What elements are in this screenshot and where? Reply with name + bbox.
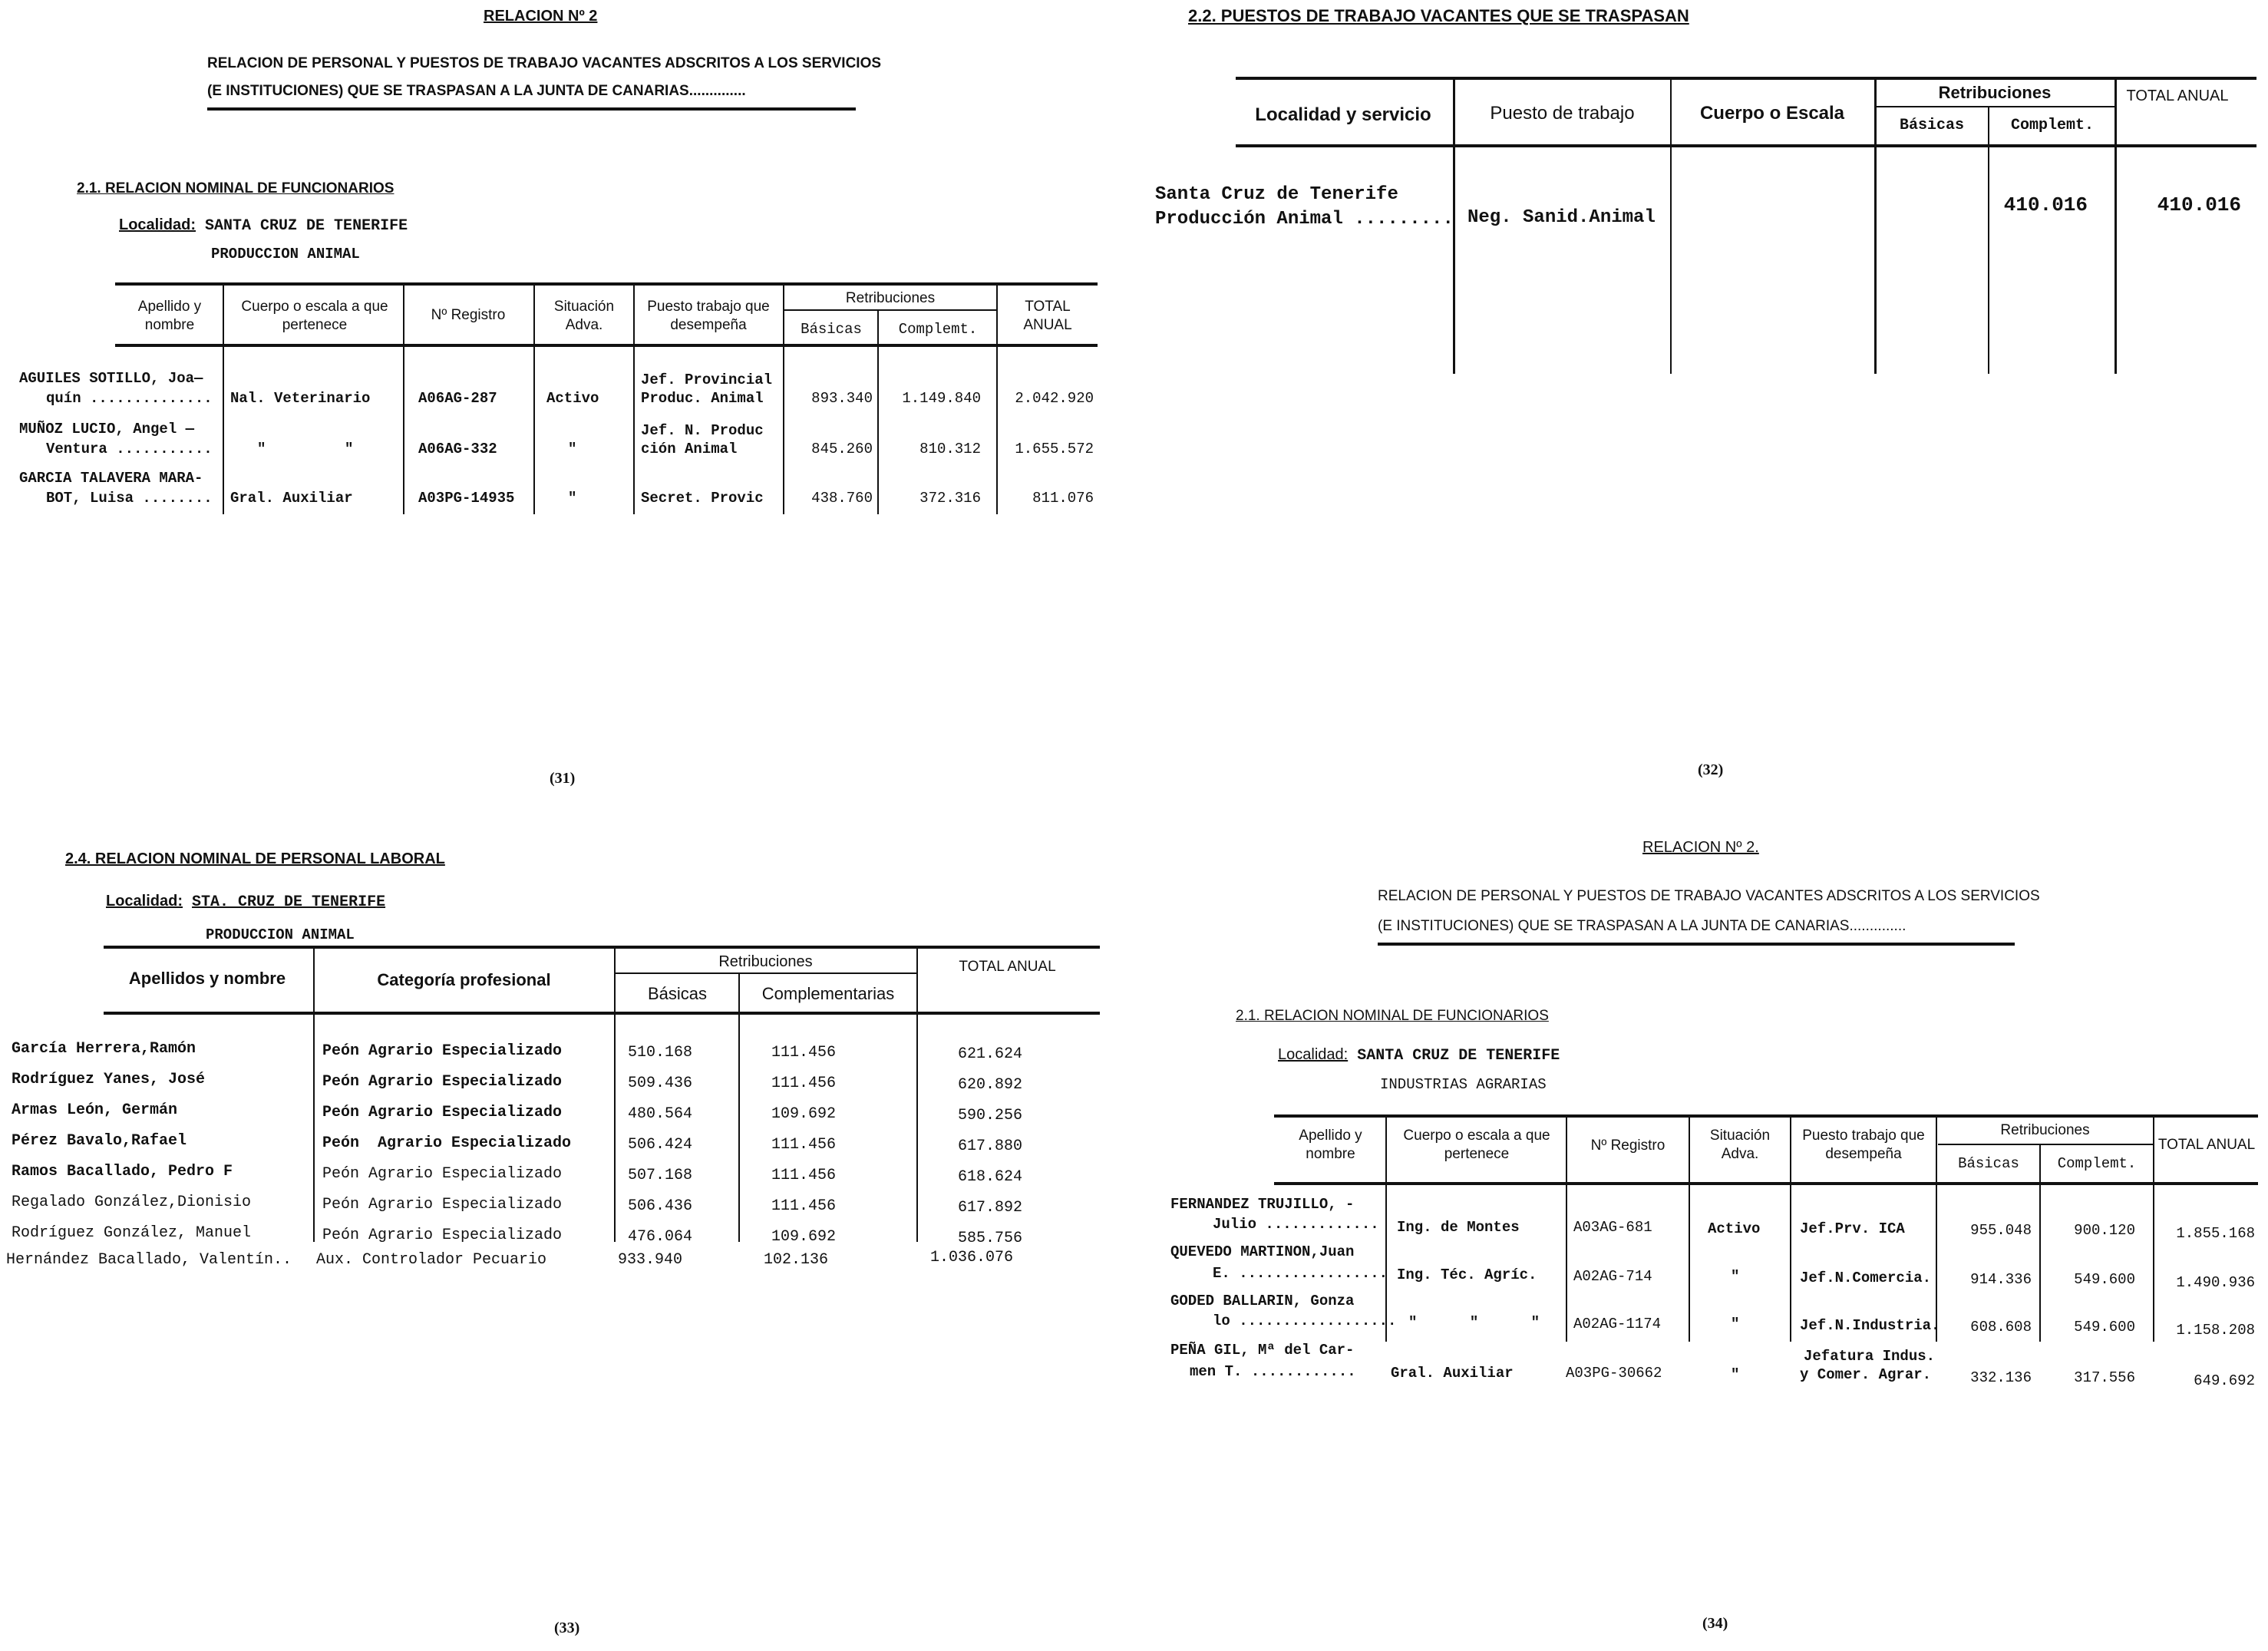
servicio-label: PRODUCCION ANIMAL — [211, 246, 360, 263]
header-basicas: Básicas — [1958, 1155, 2019, 1172]
header-complem: Complemt. — [898, 321, 978, 338]
table-header-rule — [1274, 1182, 2258, 1185]
row-complem: 109.692 — [771, 1228, 837, 1246]
retrib-rule — [1875, 106, 2114, 107]
header-retribuciones: Retribuciones — [718, 953, 813, 970]
col-divider — [2039, 1145, 2041, 1342]
row-complem: 1.149.840 — [902, 390, 981, 407]
localidad-value: SANTA CRUZ DE TENERIFE — [205, 217, 408, 235]
header-situacion: Situación Adva. — [553, 299, 615, 333]
header-puesto: Puesto de trabajo — [1490, 103, 1635, 124]
row-basicas: 914.336 — [1970, 1271, 2032, 1288]
row-nombre: Ventura ........... — [46, 441, 213, 457]
relacion-title-line1: RELACION DE PERSONAL Y PUESTOS DE TRABAJO VACANTES ADSCRITOS A LOS SERVICIOS — [1378, 888, 2040, 904]
section-title: 2.1. RELACION NOMINAL DE FUNCIONARIOS — [77, 180, 395, 196]
relacion-heading: RELACION Nº 2. — [1642, 839, 1759, 856]
row-puesto: ción Animal — [641, 441, 738, 457]
row-categoria: Peón Agrario Especializado — [322, 1073, 563, 1091]
row-total: 1.036.076 — [930, 1249, 1014, 1266]
header-categoria: Categoría profesional — [377, 970, 551, 989]
row-complem: 549.600 — [2074, 1271, 2135, 1288]
col-divider — [633, 284, 635, 514]
header-puesto: Puesto trabajo que desempeña — [647, 299, 770, 333]
row-basicas: 893.340 — [811, 390, 873, 407]
row-total: 617.892 — [958, 1199, 1023, 1217]
retrib-rule — [1938, 1144, 2153, 1145]
row-total: 1.855.168 — [2176, 1225, 2255, 1242]
row-nombre: Hernández Bacallado, Valentín.. — [6, 1251, 292, 1269]
header-retribuciones: Retribuciones — [845, 290, 936, 306]
row-complem: 900.120 — [2074, 1222, 2135, 1239]
localidad-line — [106, 893, 385, 911]
row-puesto: Jefatura Indus. — [1804, 1348, 1936, 1365]
header-complem: Complemt. — [2057, 1155, 2137, 1172]
row-cuerpo: Nal. Veterinario — [230, 390, 371, 407]
section-title: 2.4. RELACION NOMINAL DE PERSONAL LABORAL — [65, 850, 445, 867]
retrib-rule — [614, 972, 917, 974]
row-cuerpo: Gral. Auxiliar — [1391, 1365, 1514, 1382]
relacion-title-line2: (E INSTITUCIONES) QUE SE TRASPASAN A LA JUNTA DE CANARIAS.............. — [207, 83, 746, 99]
section-title: 2.1. RELACION NOMINAL DE FUNCIONARIOS — [1236, 1008, 1549, 1024]
row-puesto: Produc. Animal — [641, 390, 764, 407]
row-total: 585.756 — [958, 1230, 1023, 1247]
row-nombre: lo .................. — [1213, 1313, 1397, 1329]
row-situacion: " — [568, 441, 577, 457]
row-total: 617.880 — [958, 1138, 1023, 1155]
col-divider — [533, 284, 535, 514]
relacion-title-line1: RELACION DE PERSONAL Y PUESTOS DE TRABAJO VACANTES ADSCRITOS A LOS SERVICIOS — [207, 55, 882, 71]
row-situacion: Activo — [546, 390, 599, 407]
row-total: 811.076 — [1032, 490, 1094, 507]
row-complem: 111.456 — [771, 1044, 837, 1062]
title-rule — [207, 107, 856, 111]
row-basicas: 608.608 — [1970, 1319, 2032, 1336]
header-nombre: Apellidos y nombre — [128, 969, 286, 988]
row-categoria: Peón Agrario Especializado — [322, 1104, 563, 1121]
row-nombre: men T. ............ — [1190, 1363, 1356, 1380]
row-total: 590.256 — [958, 1107, 1023, 1124]
row-complem: 111.456 — [771, 1075, 837, 1092]
col-divider — [1670, 78, 1672, 374]
table-top-rule — [104, 946, 1100, 949]
row-nombre: GARCIA TALAVERA MARA- — [19, 470, 203, 487]
row-nombre: Armas León, Germán — [12, 1101, 178, 1119]
row-localidad: Producción Animal ......... — [1155, 209, 1454, 229]
row-registro: A03PG-30662 — [1566, 1365, 1662, 1382]
col-divider — [1790, 1116, 1791, 1342]
col-divider — [1385, 1116, 1387, 1342]
row-basicas: 480.564 — [628, 1105, 693, 1123]
header-cuerpo: Cuerpo o Escala — [1699, 103, 1845, 124]
row-situacion: " — [568, 490, 577, 507]
row-basicas: 438.760 — [811, 490, 873, 507]
col-divider — [2114, 78, 2117, 374]
col-divider — [614, 947, 616, 1242]
row-complem: 111.456 — [771, 1136, 837, 1154]
col-divider — [738, 974, 740, 1242]
row-basicas: 476.064 — [628, 1228, 693, 1246]
col-divider — [313, 947, 315, 1242]
row-categoria: Peón Agrario Especializado — [322, 1165, 563, 1183]
header-total: TOTAL ANUAL — [959, 959, 1056, 975]
col-divider — [223, 284, 224, 514]
row-registro: A02AG-1174 — [1573, 1316, 1662, 1332]
header-nombre: Apellido y nombre — [1299, 1128, 1362, 1162]
row-complem: 372.316 — [919, 490, 981, 507]
col-divider — [1689, 1116, 1690, 1342]
row-nombre: BOT, Luisa ........ — [46, 490, 213, 507]
row-basicas: 506.424 — [628, 1136, 693, 1154]
row-nombre: quín .............. — [46, 390, 213, 407]
row-situacion: " — [1731, 1366, 1740, 1383]
row-registro: A02AG-714 — [1573, 1268, 1652, 1285]
col-divider — [1988, 107, 1989, 374]
header-basicas: Básicas — [1899, 117, 1964, 134]
page-number: (31) — [550, 770, 576, 787]
row-total: 621.624 — [958, 1045, 1023, 1063]
row-basicas: 955.048 — [1970, 1222, 2032, 1239]
row-total: 1.490.936 — [2176, 1274, 2255, 1291]
header-retribuciones: Retribuciones — [1938, 83, 2052, 102]
col-divider — [1936, 1116, 1937, 1342]
col-divider — [403, 284, 404, 514]
row-complem: 111.456 — [771, 1167, 837, 1184]
row-total: 1.158.208 — [2176, 1322, 2255, 1339]
row-complem: 549.600 — [2074, 1319, 2135, 1336]
page-number: (34) — [1702, 1615, 1728, 1632]
table-header-rule — [115, 344, 1098, 347]
row-cuerpo: Ing. Téc. Agríc. — [1397, 1266, 1537, 1283]
row-basicas: 845.260 — [811, 441, 873, 457]
row-nombre: QUEVEDO MARTINON,Juan — [1170, 1243, 1355, 1260]
col-divider — [916, 947, 918, 1242]
localidad-line — [1278, 1046, 1560, 1065]
servicio-label: PRODUCCION ANIMAL — [206, 926, 355, 943]
header-cuerpo: Cuerpo o escala a que pertenece — [1403, 1128, 1550, 1162]
localidad-label: Localidad: — [119, 216, 196, 233]
table-top-rule — [1274, 1114, 2258, 1118]
row-situacion: " — [1731, 1268, 1740, 1285]
row-basicas: 332.136 — [1970, 1369, 2032, 1386]
row-categoria: Peón Agrario Especializado — [322, 1227, 563, 1244]
header-registro: Nº Registro — [1590, 1138, 1666, 1154]
row-puesto: y Comer. Agrar. — [1800, 1366, 1932, 1383]
row-total: 410.016 — [2157, 193, 2241, 216]
col-divider — [783, 284, 784, 514]
localidad-value: STA. CRUZ DE TENERIFE — [192, 893, 386, 911]
row-complem: 111.456 — [771, 1197, 837, 1215]
header-cuerpo: Cuerpo o escala a que pertenece — [241, 299, 388, 333]
relacion-title-line2: (E INSTITUCIONES) QUE SE TRASPASAN A LA JUNTA DE CANARIAS.............. — [1378, 918, 1907, 934]
row-nombre: García Herrera,Ramón — [12, 1040, 196, 1058]
row-basicas: 506.436 — [628, 1197, 693, 1215]
row-registro: A03AG-681 — [1573, 1219, 1652, 1236]
row-puesto: Neg. Sanid.Animal — [1467, 207, 1656, 228]
row-total: 649.692 — [2194, 1372, 2255, 1389]
row-cuerpo: Ing. de Montes — [1397, 1219, 1520, 1236]
row-situacion: " — [1731, 1316, 1740, 1332]
header-basicas: Básicas — [647, 984, 708, 1003]
table-top-rule — [1236, 77, 2256, 80]
header-retribuciones: Retribuciones — [2000, 1122, 2090, 1138]
header-situacion: Situación Adva. — [1709, 1128, 1771, 1162]
header-basicas: Básicas — [801, 321, 862, 338]
relacion-heading: RELACION Nº 2 — [484, 8, 598, 25]
row-nombre: Julio ............. — [1213, 1216, 1379, 1233]
row-complem: 810.312 — [919, 441, 981, 457]
page-number: (33) — [554, 1620, 580, 1636]
row-nombre: MUÑOZ LUCIO, Angel — — [19, 421, 195, 438]
row-complem: 410.016 — [2003, 193, 2088, 216]
table-header-rule — [1236, 144, 2256, 147]
header-total: TOTAL ANUAL — [1023, 299, 1072, 333]
col-divider — [1874, 78, 1877, 374]
table-header-rule — [104, 1012, 1100, 1015]
localidad-line — [119, 216, 408, 235]
localidad-value: SANTA CRUZ DE TENERIFE — [1357, 1047, 1560, 1065]
header-complem: Complemt. — [2010, 117, 2095, 134]
row-puesto: Jef. N. Produc — [641, 422, 764, 439]
row-nombre: Pérez Bavalo,Rafael — [12, 1132, 187, 1150]
row-basicas: 507.168 — [628, 1167, 693, 1184]
row-total: 620.892 — [958, 1076, 1023, 1094]
row-nombre: PEÑA GIL, Mª del Car- — [1170, 1342, 1355, 1359]
row-categoria: Peón Agrario Especializado — [322, 1042, 563, 1060]
col-divider — [1566, 1116, 1567, 1342]
row-nombre: GODED BALLARIN, Gonza — [1170, 1293, 1355, 1309]
row-nombre: Regalado González,Dionisio — [12, 1194, 252, 1211]
header-registro: Nº Registro — [431, 307, 506, 323]
header-nombre: Apellido y nombre — [137, 299, 202, 333]
row-basicas: 509.436 — [628, 1075, 693, 1092]
row-cuerpo: " " " — [1408, 1314, 1540, 1331]
row-localidad: Santa Cruz de Tenerife — [1155, 184, 1398, 205]
retrib-rule — [783, 309, 998, 311]
row-nombre: E. ................. — [1213, 1265, 1388, 1282]
row-registro: A06AG-287 — [418, 390, 497, 407]
row-categoria: Aux. Controlador Pecuario — [316, 1251, 547, 1269]
row-nombre: Ramos Bacallado, Pedro F — [12, 1163, 233, 1180]
header-localidad: Localidad y servicio — [1255, 104, 1431, 125]
servicio-label: INDUSTRIAS AGRARIAS — [1380, 1076, 1547, 1093]
row-nombre: Rodríguez Yanes, José — [12, 1071, 206, 1088]
row-total: 1.655.572 — [1015, 441, 1094, 457]
title-rule — [1378, 943, 2015, 946]
row-nombre: Rodríguez González, Manuel — [12, 1224, 252, 1242]
row-puesto: Secret. Provic — [641, 490, 764, 507]
row-nombre: FERNANDEZ TRUJILLO, - — [1170, 1196, 1355, 1213]
row-complem: 109.692 — [771, 1105, 837, 1123]
header-total: TOTAL ANUAL — [2126, 88, 2229, 104]
row-situacion: Activo — [1708, 1220, 1761, 1237]
row-cuerpo: Gral. Auxiliar — [230, 490, 353, 507]
row-total: 2.042.920 — [1015, 390, 1094, 407]
row-complem: 102.136 — [764, 1251, 829, 1269]
page-number: (32) — [1698, 761, 1724, 778]
row-nombre: AGUILES SOTILLO, Joa— — [19, 370, 203, 387]
row-basicas: 510.168 — [628, 1044, 693, 1062]
table-top-rule — [115, 282, 1098, 286]
row-categoria: Peón Agrario Especializado — [322, 1134, 572, 1152]
localidad-label: Localidad: — [106, 893, 183, 910]
row-categoria: Peón Agrario Especializado — [322, 1196, 563, 1213]
row-puesto: Jef.Prv. ICA — [1800, 1220, 1905, 1237]
row-cuerpo: " " — [257, 441, 354, 457]
row-basicas: 933.940 — [618, 1251, 683, 1269]
header-total: TOTAL ANUAL — [2157, 1137, 2256, 1153]
col-divider — [2153, 1116, 2154, 1342]
header-complem: Complementarias — [761, 984, 895, 1003]
localidad-label: Localidad: — [1278, 1046, 1349, 1063]
row-puesto: Jef.N.Comercia. — [1800, 1270, 1932, 1286]
row-puesto: Jef.N.Industria. — [1800, 1317, 1940, 1334]
row-puesto: Jef. Provincial — [641, 371, 773, 388]
section-title: 2.2. PUESTOS DE TRABAJO VACANTES QUE SE TRASPASAN — [1188, 6, 1689, 25]
row-total: 618.624 — [958, 1168, 1023, 1186]
col-divider — [877, 311, 879, 514]
header-puesto: Puesto trabajo que desempeña — [1802, 1128, 1925, 1162]
row-registro: A06AG-332 — [418, 441, 497, 457]
row-complem: 317.556 — [2074, 1369, 2135, 1386]
row-registro: A03PG-14935 — [418, 490, 515, 507]
